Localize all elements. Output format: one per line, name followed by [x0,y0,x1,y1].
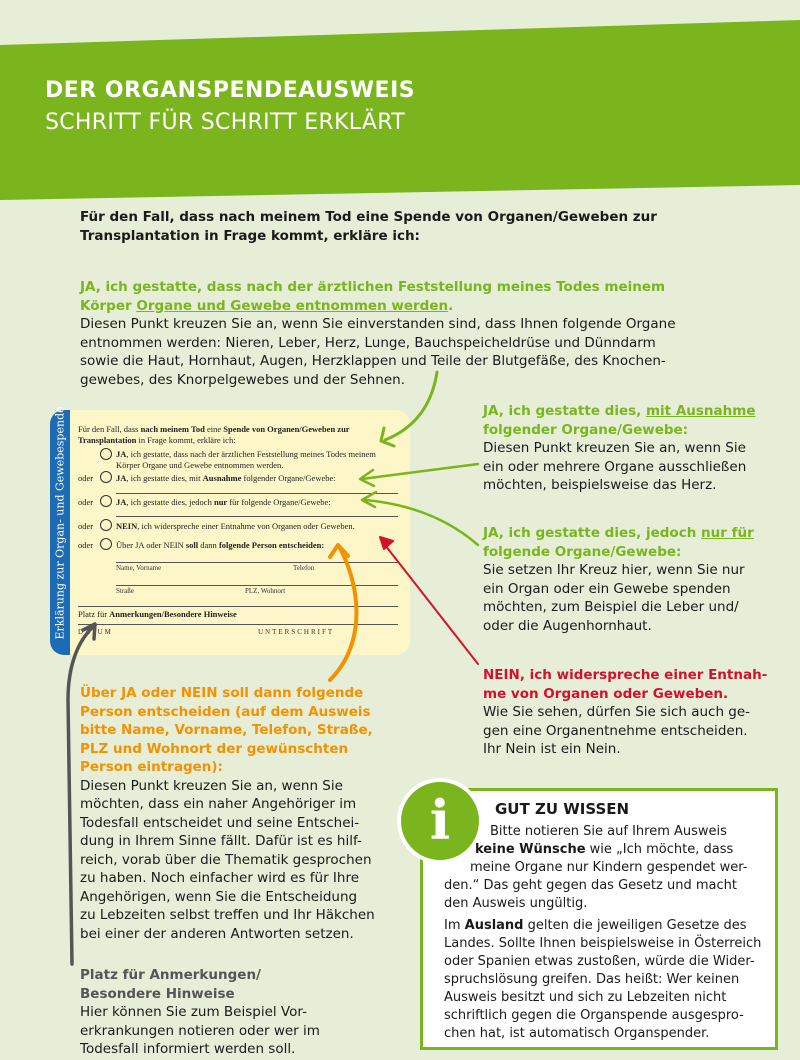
card-option-nur: JA, ich gestatte dies, jedoch nur für folgende Organe/Gewebe: [116,497,331,507]
info-p1-c: meine Organe nur Kindern gespendet wer- [470,860,748,875]
info-p1-b: keine Wünsche wie „Ich möchte, dass [475,842,734,857]
card-signature: UNTERSCHRIFT [258,628,335,636]
info-p1-a: Bitte notieren Sie auf Ihrem Ausweis [490,824,727,839]
card-notes: Platz für Anmerkungen/Besondere Hinweise [78,609,237,619]
card-label-street: Straße [116,587,134,595]
card-label-phone: Telefon [293,564,315,572]
card-option-ja: JA, ich gestatte, dass nach der ärztlichen Feststellung meines Todes meinem Körper Organe und Gewebe entnommen werden. [116,449,376,470]
donor-card-side-label: Erklärung zur Organ- und Gewebespende [53,406,67,640]
card-option-ausnahme: JA, ich gestatte dies, mit Ausnahme folgender Organe/Gewebe: [116,473,336,483]
info-icon: i [397,778,483,864]
card-oder: oder [78,497,94,507]
card-option-person: Über JA oder NEIN soll dann folgende Person entscheiden: [116,540,325,550]
card-oder: oder [78,473,94,483]
card-label-plz: PLZ, Wohnort [245,587,286,595]
card-date: DATUM [78,628,113,636]
card-oder: oder [78,540,94,550]
card-intro: Für den Fall, dass nach meinem Tod eine Spende von Organen/Geweben zur Transplantation in Frage kommt, erkläre ich: [78,424,350,445]
section-nein: NEIN, ich widerspreche einer Entnah- me von Organen oder Geweben. Wie Sie sehen, dürfen Sie sich auch ge- gen eine Organentnehme entscheiden. Ihr Nein ist ein Nein. [483,667,768,757]
section-nur: JA, ich gestatte dies, jedoch nur für folgende Organe/Gewebe: Sie setzen Ihr Kreuz hier, wenn Sie nur ein Organ oder ein Gewebe spenden möchten, zum Beispiel die Leber und/ oder die Augenhornhaut. [483,525,754,634]
card-oder: oder [78,521,94,531]
card-label-name: Name, Vorname [116,564,162,572]
section-person: Über JA oder NEIN soll dann folgende Person entscheiden (auf dem Ausweis bitte Name, Vorname, Telefon, Straße, PLZ und Wohnort der gewünschten Person eintragen): Diesen Punkt kreuzen Sie an, wenn Sie möchten, dass ein naher Angehöriger im Todesfall entscheidet und seine Entschei- dung in Ihrem Sinne fällt. Dafür ist es hilf- reich, vorab über die Thematik gesprochen zu haben. Noch einfacher wird es für Ihre Angehörigen, wenn Sie die Entscheidung zu Lebzeiten selbst treffen und Ihr Häkchen bei einer der anderen Antworten setzen. [80,685,375,942]
page-subtitle: SCHRITT FÜR SCHRITT ERKLÄRT [45,110,405,135]
card-option-nein: NEIN, ich widerspreche einer Entnahme von Organen oder Geweben. [116,521,355,531]
info-p2: Im Ausland gelten die jeweiligen Gesetze des Landes. Sollte Ihnen beispielsweise in Österreich oder Spanien etwas zustoßen, würde die Wider- spruchslösung greifen. Das heißt: Wer keinen Ausweis besitzt und sich zu Lebzeiten nicht schriftlich gegen die Organspende ausgespro- chen hat, ist automatisch Organspender. [444,918,762,1041]
section-anmerkungen: Platz für Anmerkungen/ Besondere Hinweise Hier können Sie zum Beispiel Vor- erkrankungen notieren oder wer im Todesfall informiert werden soll. [80,967,320,1057]
section-ja: JA, ich gestatte, dass nach der ärztlichen Feststellung meines Todes meinem Körper Organe und Gewebe entnommen werden. Diesen Punkt kreuzen Sie an, wenn Sie einverstanden sind, dass Ihnen folgende Organe entnommen werden: Nieren, Leber, Herz, Lunge, Bauchspeicheldrüse und Dünndarm sowie die Haut, Hornhaut, Augen, Herzklappen und Teile der Blutgefäße, des Knochen- gewebes, des Knorpelgewebes und der Sehnen. [80,279,676,388]
intro-text: Für den Fall, dass nach meinem Tod eine Spende von Organen/Geweben zur Transplantation in Frage kommt, erkläre ich: [80,209,657,244]
info-title: GUT ZU WISSEN [495,800,630,818]
info-p1-d: den.“ Das geht gegen das Gesetz und macht den Ausweis ungültig. [444,878,737,911]
page-title: DER ORGANSPENDEAUSWEIS [45,78,416,103]
section-ausnahme: JA, ich gestatte dies, mit Ausnahme folgender Organe/Gewebe: Diesen Punkt kreuzen Sie an, wenn Sie ein oder mehrere Organe ausschließen möchten, beispielsweise das Herz. [483,403,756,493]
